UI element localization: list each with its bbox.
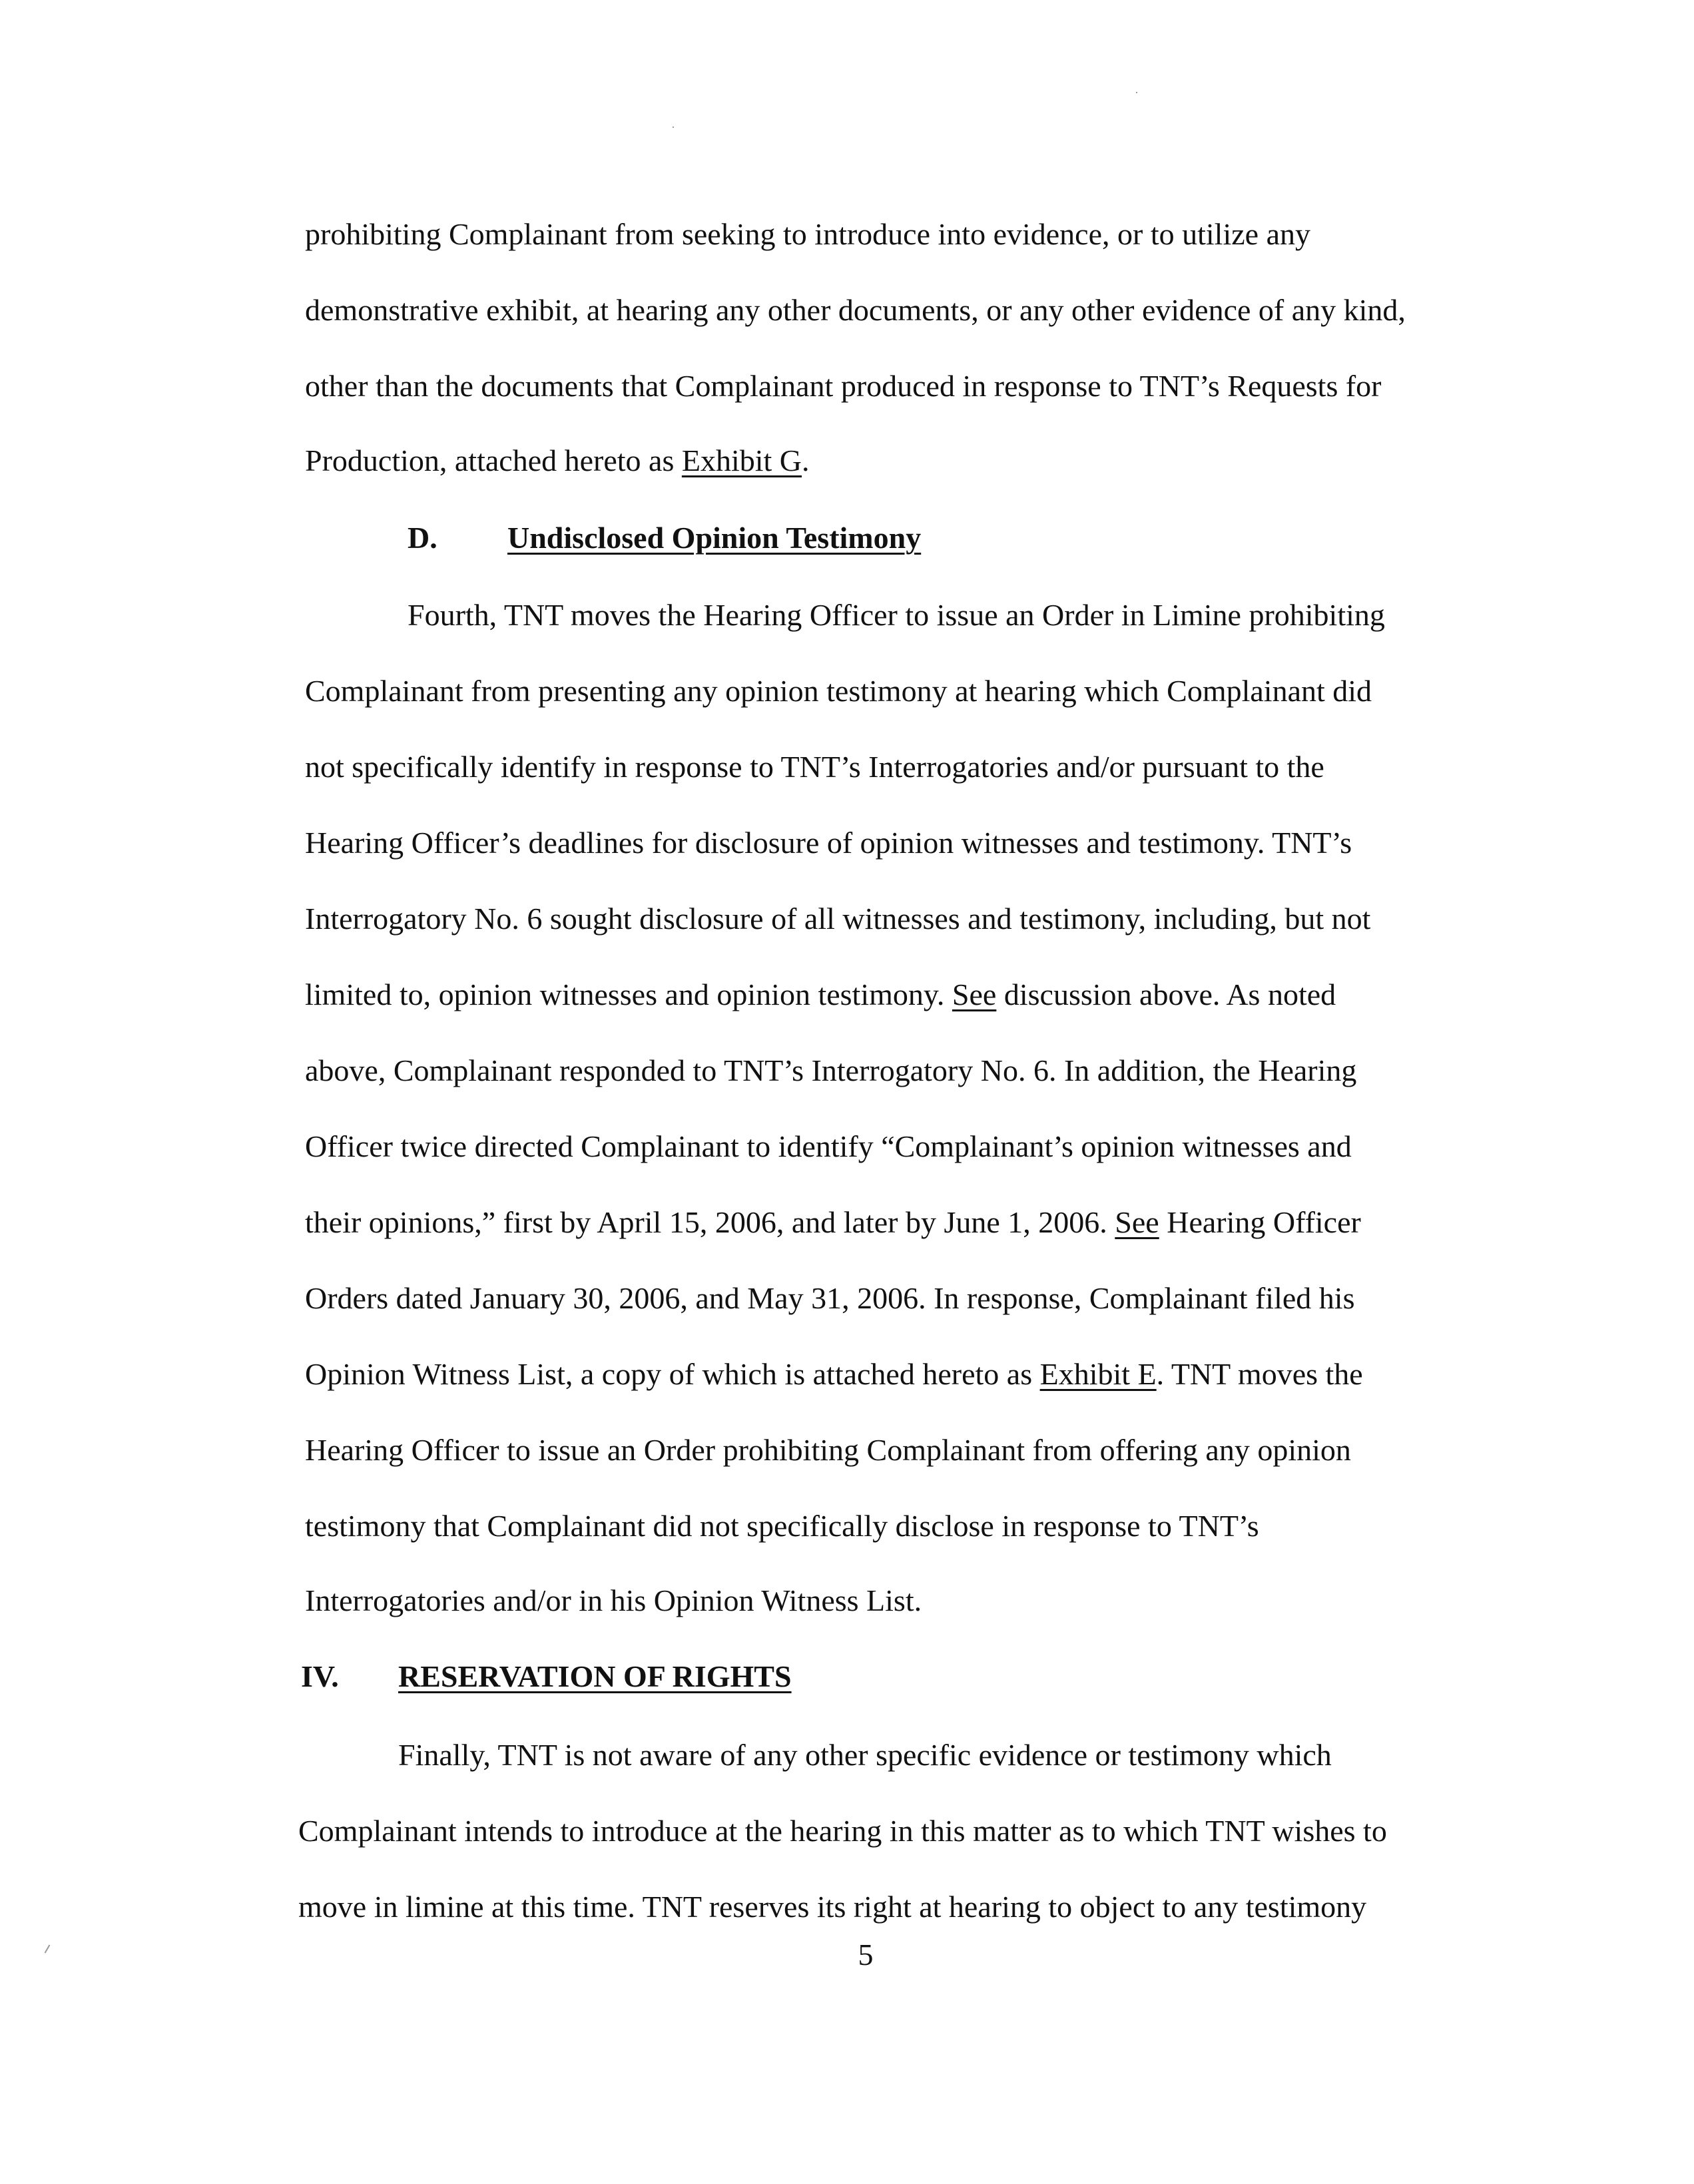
scan-speck <box>1136 92 1137 93</box>
section-d-marker: D. <box>408 521 437 555</box>
text-run: Production, attached hereto as <box>305 443 682 477</box>
section-iv-title: RESERVATION OF RIGHTS <box>398 1659 792 1693</box>
paragraph-line: move in limine at this time. TNT reserves its right at hearing to object to any testimony <box>298 1890 1367 1924</box>
paragraph-line: Complainant from presenting any opinion testimony at hearing which Complainant did <box>305 674 1372 708</box>
text-run: discussion above. As noted <box>996 977 1336 1011</box>
text-run: . TNT moves the <box>1156 1357 1363 1391</box>
exhibit-e-reference: Exhibit E <box>1039 1357 1157 1391</box>
text-run: Opinion Witness List, a copy of which is attached hereto as <box>305 1357 1040 1391</box>
paragraph-line <box>305 976 1517 1013</box>
paragraph-line: Interrogatory No. 6 sought disclosure of all witnesses and testimony, including, but not <box>305 902 1371 936</box>
scan-speck <box>673 127 674 128</box>
paragraph-line: Complainant intends to introduce at the hearing in this matter as to which TNT wishes to <box>298 1814 1387 1848</box>
paragraph-line: testimony that Complainant did not specifically disclose in response to TNT’s <box>305 1509 1259 1543</box>
paragraph-line: above, Complainant responded to TNT’s Interrogatory No. 6. In addition, the Hearing <box>305 1053 1357 1087</box>
page-number: 5 <box>858 1938 874 1972</box>
text-run: Hearing Officer <box>1159 1205 1361 1239</box>
paragraph-line <box>305 442 1517 479</box>
section-d-title: Undisclosed Opinion Testimony <box>507 521 922 555</box>
paragraph-line: demonstrative exhibit, at hearing any other documents, or any other evidence of any kind, <box>305 293 1406 327</box>
text-run: . <box>802 443 810 477</box>
paragraph-line: Orders dated January 30, 2006, and May 31, 2006. In response, Complainant filed his <box>305 1281 1355 1315</box>
exhibit-g-reference: Exhibit G <box>681 443 802 477</box>
text-run: limited to, opinion witnesses and opinion testimony. <box>305 977 952 1011</box>
paragraph-line <box>305 1204 1517 1241</box>
paragraph-line: Hearing Officer’s deadlines for disclosure of opinion witnesses and testimony. TNT’s <box>305 826 1352 860</box>
scan-speck <box>45 1944 51 1953</box>
paragraph-line: not specifically identify in response to TNT’s Interrogatories and/or pursuant to the <box>305 750 1324 784</box>
paragraph-line <box>305 1356 1517 1393</box>
see-reference: See <box>1115 1205 1159 1239</box>
paragraph-line: Finally, TNT is not aware of any other specific evidence or testimony which <box>398 1738 1332 1772</box>
paragraph-line: Fourth, TNT moves the Hearing Officer to issue an Order in Limine prohibiting <box>408 598 1385 632</box>
paragraph-line: other than the documents that Complainant produced in response to TNT’s Requests for <box>305 369 1382 403</box>
paragraph-line: Hearing Officer to issue an Order prohibiting Complainant from offering any opinion <box>305 1433 1351 1467</box>
paragraph-line: Officer twice directed Complainant to identify “Complainant’s opinion witnesses and <box>305 1129 1352 1163</box>
section-iv-marker: IV. <box>301 1659 339 1693</box>
text-run: their opinions,” first by April 15, 2006, and later by June 1, 2006. <box>305 1205 1115 1239</box>
paragraph-line: Interrogatories and/or in his Opinion Witness List. <box>305 1583 922 1617</box>
see-reference: See <box>952 977 997 1011</box>
paragraph-line: prohibiting Complainant from seeking to introduce into evidence, or to utilize any <box>305 217 1310 251</box>
